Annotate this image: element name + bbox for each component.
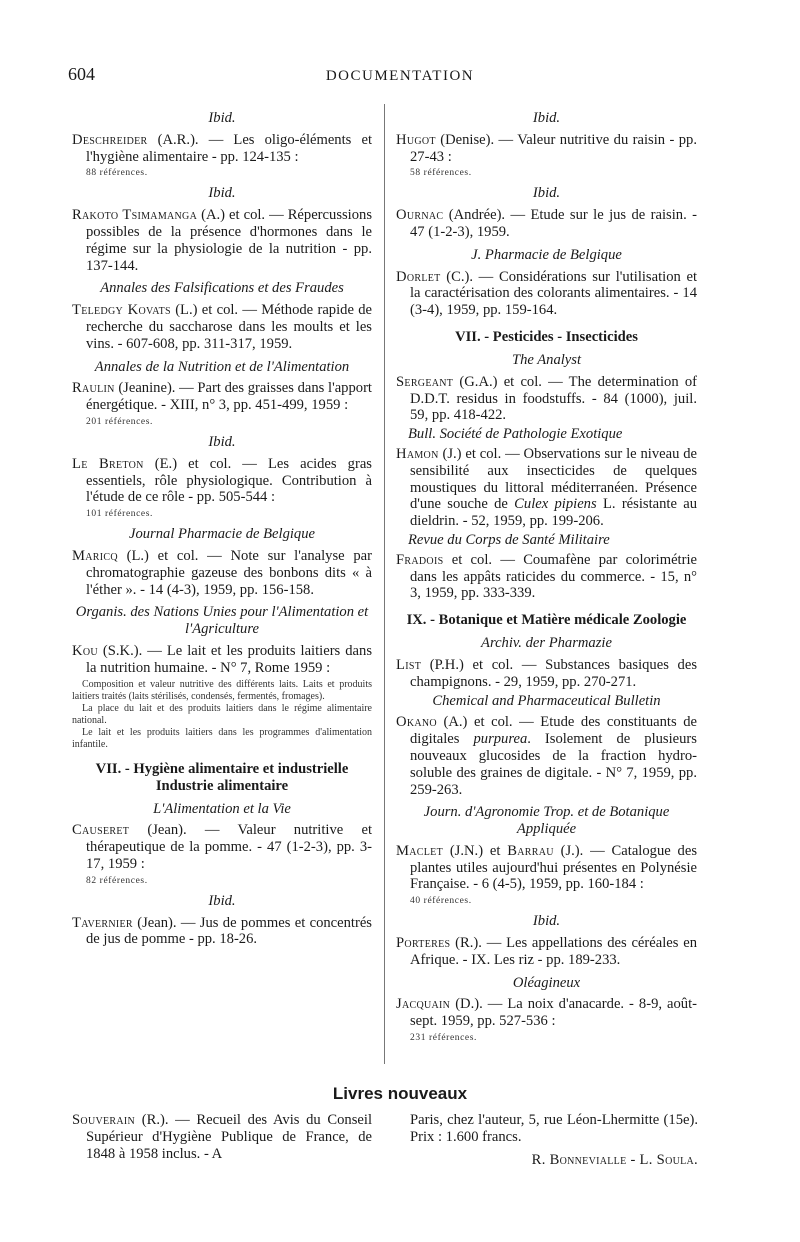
- reference-text: (D.). — La noix d'anacarde. - 8-9, août-sept. 1959, pp. 527-536 :: [410, 996, 697, 1030]
- reference-text: (Jeanine). — Part des graisses dans l'apport énergétique. - XIII, n° 3, pp. 451-499, 1959 :: [86, 380, 372, 414]
- source-title: Ibid.: [532, 185, 561, 202]
- source-title: Archiv. der Pharmazie: [481, 635, 612, 652]
- reference-count: 88 références.: [86, 168, 148, 179]
- species-name: purpurea: [473, 731, 528, 748]
- column-divider: [384, 104, 385, 1064]
- new-book-entry: [72, 1112, 372, 1162]
- author-name: Porteres: [396, 935, 451, 952]
- reference-text: (R.). — Les appellations des céréales en Afrique. - IX. Les riz - pp. 189-233.: [410, 935, 697, 968]
- reference-text: (A.R.). — Les oligo-éléments et l'hygiène alimentaire - pp. 124-135 :: [86, 131, 372, 165]
- abstract: [72, 679, 372, 751]
- abstract-paragraph: Composition et valeur nutritive des différents laits. Laits et produits laitiers traités (laits stérilisés, condensés, fermentés, fromages).: [72, 678, 372, 702]
- reference-entry: [396, 935, 697, 969]
- running-title: DOCUMENTATION: [325, 68, 475, 84]
- source-title: J. Pharmacie de Belgique: [471, 246, 622, 263]
- reference-text: (G.A.) et col. — The determination of D.D.T. residus in foodstuffs. - 84 (1000), juil. 59, pp. 418-422.: [410, 373, 697, 424]
- new-book-entry-continued: [410, 1112, 698, 1168]
- reference-entry: [72, 643, 372, 677]
- section-title-new-books: Livres nouveaux: [332, 1084, 468, 1103]
- author-name: Okano: [396, 714, 437, 731]
- source-title: Journ. d'Agronomie Trop. et de Botanique Appliquée: [423, 804, 670, 838]
- author-name: Hugot: [396, 131, 436, 148]
- reference-entry: [396, 132, 697, 166]
- page-header: [0, 64, 800, 88]
- source-title: Ibid.: [208, 433, 236, 450]
- reference-text: (L.) et col. — Méthode rapide de recherche du saccharose dans les moults et les vins. - 607-608, pp. 311-317, 1959.: [86, 302, 372, 352]
- source-title: Ibid.: [208, 892, 236, 909]
- reference-entry: [72, 302, 372, 352]
- source-title: L'Alimentation et la Vie: [153, 800, 291, 817]
- source-title: Chemical and Pharmaceutical Bulletin: [432, 692, 661, 709]
- reference-entry: [396, 552, 697, 602]
- reference-entry: [396, 269, 697, 319]
- reference-text: (A.) et col. — Répercussions possibles de la présence d'hormones dans le régime sur la physiologie de la nutrition - pp. 137-144.: [86, 207, 373, 274]
- reference-count: 231 références.: [410, 1033, 478, 1044]
- source-title: Annales de la Nutrition et de l'Alimentation: [94, 358, 350, 375]
- reference-entry: [396, 843, 697, 893]
- reference-text: (L.) et col. — Note sur l'analyse par chromatographie gazeuse des bonbons dits « à l'éther ». - 14 (4-3), 1959, pp. 156-158.: [86, 547, 372, 598]
- reference-count: 40 références.: [410, 896, 472, 907]
- section-heading: IX. - Botanique et Matière médicale Zoologie: [406, 612, 687, 629]
- reference-text: (J.) et col. — Observations sur le niveau de sensibilité aux insecticides de quelques moustiques du littoral méditerranéen. Présence d'une souche de: [410, 445, 697, 513]
- reference-entry: [72, 822, 372, 872]
- reference-text: (J.). — Catalogue des plantes utiles aujourd'hui présentes en Polynésie Française. - 6 (4-5), 1959, pp. 160-184 :: [410, 842, 697, 893]
- reference-entry: [72, 456, 372, 506]
- page-number: 604: [68, 64, 95, 84]
- author-name: Souverain: [72, 1112, 136, 1128]
- reference-count: 101 références.: [86, 509, 154, 520]
- reference-entry: [72, 548, 372, 598]
- author-name: Fradois: [396, 551, 444, 568]
- reference-text: (Andrée). — Etude sur le jus de raisin. - 47 (1-2-3), 1959.: [410, 207, 697, 240]
- author-name: Sergeant: [396, 373, 454, 390]
- abstract-paragraph: Le lait et les produits laitiers dans les programmes d'alimentation infantile.: [72, 726, 372, 750]
- source-title: Annales des Falsifications et des Fraudes: [100, 280, 344, 297]
- source-title: Bull. Société de Pathologie Exotique: [408, 426, 623, 443]
- source-title: Ibid.: [208, 110, 236, 126]
- author-name: Raulin: [72, 380, 115, 397]
- reference-entry: [396, 207, 697, 241]
- author-name: Teledgy Kovats: [72, 302, 171, 319]
- reference-entry: [72, 380, 372, 414]
- author-name: Barrau: [507, 842, 554, 859]
- source-title: The Analyst: [511, 351, 582, 368]
- reference-text: L. résistante au dieldrin. - 52, 1959, pp. 199-206.: [410, 496, 697, 530]
- reference-text: (E.) et col. — Les acides gras essentiels, rôle physiologique. Contribution à l'étude de ce rôle - pp. 505-544 :: [86, 455, 372, 506]
- reference-text: (J.N.) et: [443, 842, 508, 859]
- source-title: Ibid.: [208, 185, 236, 202]
- author-name: List: [396, 656, 422, 673]
- author-name: Kou: [72, 642, 98, 659]
- source-title: Revue du Corps de Santé Militaire: [408, 531, 610, 548]
- reference-count: 58 références.: [410, 168, 472, 179]
- reference-entry: [72, 132, 372, 166]
- reference-entry: [396, 446, 697, 530]
- author-name: Rakoto Tsimamanga: [72, 207, 198, 224]
- section-heading: VII. - Hygiène alimentaire et industrielle Industrie alimentaire: [95, 760, 349, 794]
- reference-text: (S.K.). — Le lait et les produits laitiers dans la nutrition humaine. - N° 7, Rome 1959 :: [86, 642, 372, 676]
- reference-text: (C.). — Considérations sur l'utilisation et la caractérisation des colorants alimentaires. - 14 (3-4), 1959, pp. 159-164.: [410, 268, 697, 319]
- reference-count: 201 références.: [86, 416, 154, 427]
- source-title: Journal Pharmacie de Belgique: [128, 526, 316, 543]
- reference-text: (Denise). — Valeur nutritive du raisin - pp. 27-43 :: [410, 131, 697, 165]
- reference-entry: [396, 714, 697, 798]
- author-name: Le Breton: [72, 455, 144, 472]
- reference-text: (Jean). — Valeur nutritive et thérapeutique de la pomme. - 47 (1-2-3), pp. 3-17, 1959 :: [86, 822, 372, 872]
- section-heading: VII. - Pesticides - Insecticides: [455, 328, 638, 345]
- author-name: Jacquain: [396, 996, 451, 1013]
- reference-text: (A.) et col. — Etude des constituants de digitales: [410, 714, 697, 748]
- reference-count: 82 références.: [86, 875, 148, 886]
- left-column: [72, 104, 372, 950]
- reference-text: (R.). — Recueil des Avis du Conseil Supérieur d'Hygiène Publique de France, de 1848 à 1958 inclus. - A: [86, 1112, 372, 1162]
- right-column: [396, 104, 697, 1049]
- author-name: Dorlet: [396, 268, 441, 285]
- author-name: Maclet: [396, 842, 443, 859]
- reference-entry: [396, 657, 697, 691]
- reference-text: (P.H.) et col. — Substances basiques des champignons. - 29, 1959, pp. 270-271.: [410, 656, 697, 690]
- source-title: Ibid.: [532, 913, 561, 930]
- reference-entry: [72, 207, 372, 274]
- author-name: Tavernier: [72, 914, 133, 931]
- source-title: Ibid.: [532, 110, 561, 126]
- author-name: Hamon: [396, 445, 439, 462]
- source-title: Oléagineux: [512, 974, 581, 991]
- reference-entry: [396, 996, 697, 1030]
- reference-text: (Jean). — Jus de pommes et concentrés de jus de pomme - pp. 18-26.: [86, 914, 372, 948]
- author-name: Deschreider: [72, 131, 148, 148]
- reference-entry: [72, 915, 372, 949]
- source-title: Organis. des Nations Unies pour l'Alimentation et l'Agriculture: [75, 604, 369, 638]
- author-name: Causeret: [72, 822, 130, 839]
- reference-entry: [72, 1112, 372, 1162]
- species-name: Culex pipiens: [514, 496, 597, 513]
- signature: R. Bonnevialle - L. Soula.: [531, 1151, 698, 1168]
- author-name: Maricq: [72, 547, 118, 564]
- reference-text: et col. — Coumafène par colorimétrie dans les appâts raticides du commerce. - 15, n° 3, 1959, pp. 333-339.: [410, 551, 697, 602]
- reference-text: . Isolement de plusieurs nouveaux glucosides de la fraction hydro-soluble des graines de digitale. - N° 7, 1959, pp. 259-263.: [410, 731, 697, 798]
- reference-text: Paris, chez l'auteur, 5, rue Léon-Lhermitte (15e). Prix : 1.600 francs.: [410, 1112, 698, 1145]
- reference-entry: [396, 374, 697, 424]
- abstract-paragraph: La place du lait et des produits laitiers dans le régime alimentaire national.: [72, 702, 372, 726]
- author-name: Ournac: [396, 207, 444, 224]
